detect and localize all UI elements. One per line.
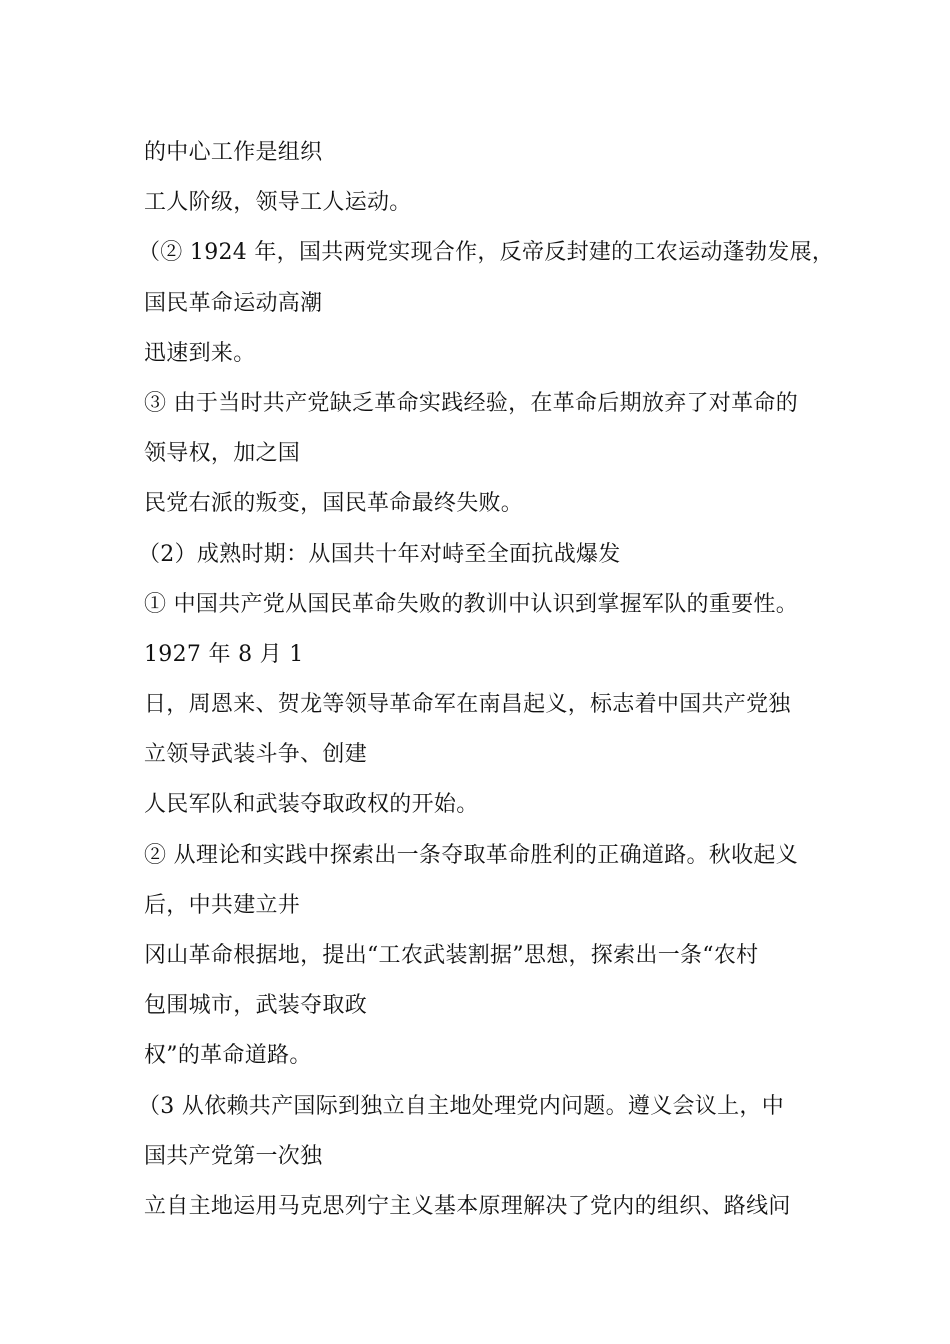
text-line: 1927 年 8 月 1 — [144, 641, 304, 667]
text-line: 后，中共建立井 — [144, 892, 301, 918]
text-line: 包围城市，武装夺取政 — [144, 993, 368, 1019]
text-line: 的中心工作是组织 — [144, 140, 323, 165]
body-text — [138, 128, 844, 1232]
text-line: 领导权，加之国 — [144, 441, 301, 467]
text-line: ② 从理论和实践中探索出一条夺取革命胜利的正确道路。秋收起义 — [144, 842, 798, 868]
text-line: 迅速到来。 — [144, 340, 256, 366]
text-line: （2）成熟时期：从国共十年对峙至全面抗战爆发 — [138, 541, 621, 567]
text-line: ③ 由于当时共产党缺乏革命实践经验，在革命后期放弃了对革命的 — [144, 390, 798, 416]
text-line: 人民军队和武装夺取政权的开始。 — [144, 792, 479, 818]
text-line: 立自主地运用马克思列宁主义基本原理解决了党内的组织、路线问 — [144, 1193, 791, 1219]
text-line: 民党右派的叛变，国民革命最终失败。 — [144, 491, 524, 517]
text-line: 工人阶级，领导工人运动。 — [144, 190, 412, 216]
text-line: ① 中国共产党从国民革命失败的教训中认识到掌握军队的重要性。 — [144, 591, 798, 617]
text-line: （② 1924 年，国共两党实现合作，反帝反封建的工农运动蓬勃发展， — [138, 240, 835, 266]
text-line: 权”的革命道路。 — [144, 1043, 312, 1069]
text-line: 冈山革命根据地，提出“工农武装割据”思想，探索出一条“农村 — [144, 943, 759, 968]
text-line: 国共产党第一次独 — [144, 1143, 323, 1169]
text-line: 立领导武装斗争、创建 — [144, 742, 368, 768]
text-line: 日，周恩来、贺龙等领导革命军在南昌起义，标志着中国共产党独 — [144, 692, 791, 718]
text-line: （3 从依赖共产国际到独立自主地处理党内问题。遵义会议上，中 — [138, 1093, 784, 1119]
text-line: 国民革命运动高潮 — [144, 290, 323, 316]
